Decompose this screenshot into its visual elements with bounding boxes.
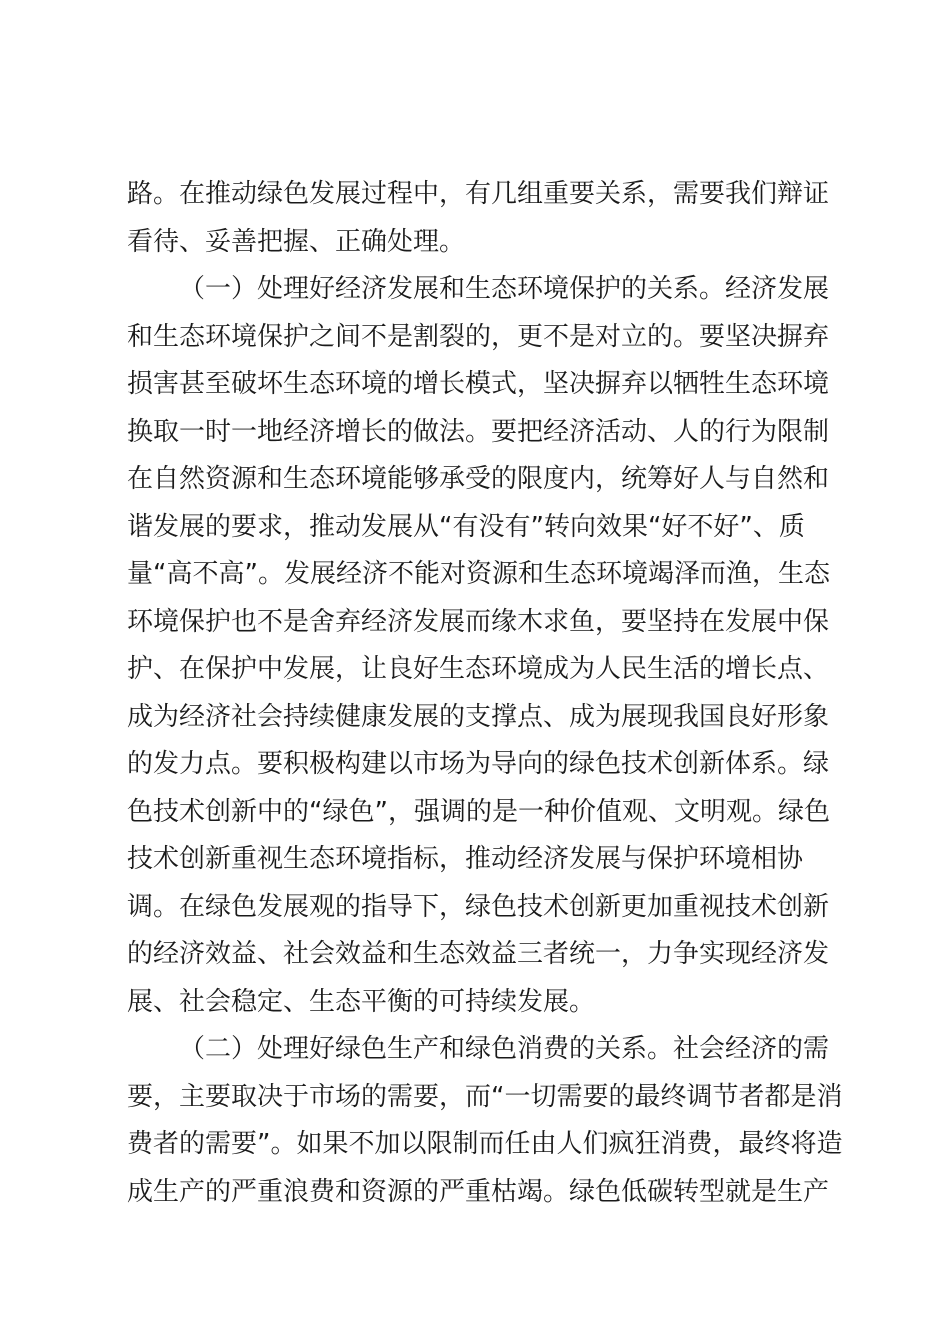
text-line: 在自然资源和生态环境能够承受的限度内，统筹好人与自然和 xyxy=(127,464,830,494)
text-line: 护、在保护中发展，让良好生态环境成为人民生活的增长点、 xyxy=(127,654,830,684)
text-line: 损害甚至破坏生态环境的增长模式，坚决摒弃以牺牲生态环境 xyxy=(127,369,830,399)
text-line: 路。在推动绿色发展过程中，有几组重要关系，需要我们辩证 xyxy=(127,179,830,209)
document-body xyxy=(127,171,843,1216)
text-line: 调。在绿色发展观的指导下，绿色技术创新更加重视技术创新 xyxy=(127,891,830,922)
text-line: 和生态环境保护之间不是割裂的，更不是对立的。要坚决摒弃 xyxy=(127,321,830,352)
text-line: 量“高不高”。发展经济不能对资源和生态环境竭泽而渔，生态 xyxy=(127,559,830,589)
text-line: 展、社会稳定、生态平衡的可持续发展。 xyxy=(127,986,596,1017)
text-line: 的经济效益、社会效益和生态效益三者统一，力争实现经济发 xyxy=(127,939,830,969)
text-line: 谐发展的要求，推动发展从“有没有”转向效果“好不好”、质 xyxy=(127,511,805,542)
section-heading-line: （一）处理好经济发展和生态环境保护的关系。经济发展 xyxy=(179,274,830,304)
text-line: 费者的需要”。如果不加以限制而任由人们疯狂消费，最终将造 xyxy=(127,1129,843,1159)
text-line: 成生产的严重浪费和资源的严重枯竭。绿色低碳转型就是生产 xyxy=(127,1176,830,1207)
text-line: 成为经济社会持续健康发展的支撑点、成为展现我国良好形象 xyxy=(127,701,830,732)
text-line: 要，主要取决于市场的需要，而“一切需要的最终调节者都是消 xyxy=(127,1081,843,1112)
text-line: 色技术创新中的“绿色”，强调的是一种价值观、文明观。绿色 xyxy=(127,796,830,827)
text-line: 的发力点。要积极构建以市场为导向的绿色技术创新体系。绿 xyxy=(127,749,830,779)
section-heading-line: （二）处理好绿色生产和绿色消费的关系。社会经济的需 xyxy=(179,1034,830,1064)
text-line: 技术创新重视生态环境指标，推动经济发展与保护环境相协 xyxy=(127,844,804,874)
text-line: 换取一时一地经济增长的做法。要把经济活动、人的行为限制 xyxy=(127,416,830,447)
text-line: 看待、妥善把握、正确处理。 xyxy=(127,226,466,257)
text-line: 环境保护也不是舍弃经济发展而缘木求鱼，要坚持在发展中保 xyxy=(127,606,830,637)
